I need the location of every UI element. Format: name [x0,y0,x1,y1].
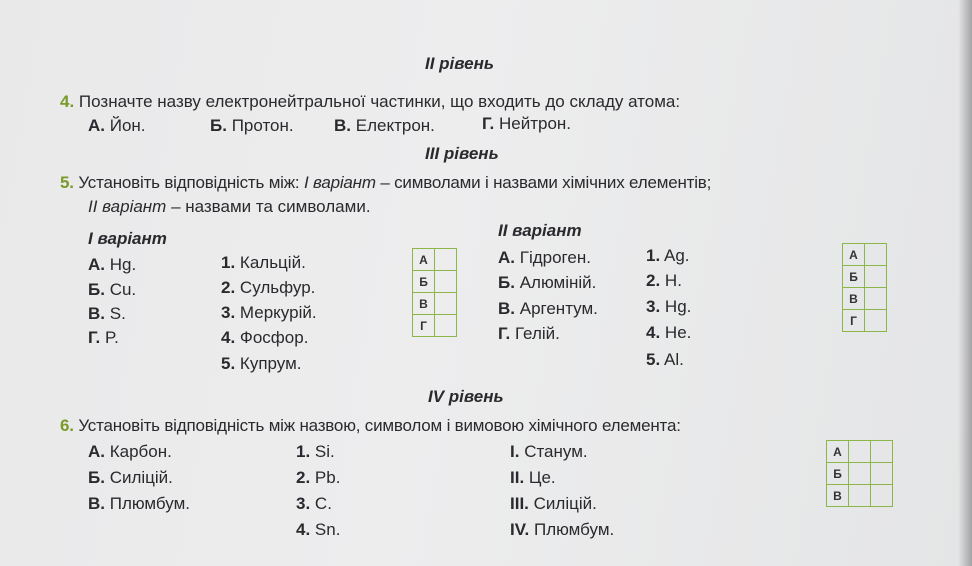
v2-left-d: Г. Гелій. [498,324,560,343]
q6-pron-4: IV. Плюмбум. [510,520,615,539]
variant-1-title: I варіант [88,229,167,248]
grid-label: Б [827,463,849,485]
level-4-heading: IV рівень [428,387,504,406]
grid-label: В [413,293,435,315]
variant-2-title: II варіант [498,221,582,240]
v2-left-b: Б. Алюміній. [498,273,597,292]
v1-right-2: 2. Сульфур. [221,278,316,297]
v1-left-d: Г. P. [88,328,119,347]
v1-left-c: В. S. [88,304,126,323]
v2-right-5: 5. Al. [646,350,684,369]
grid-label: А [413,249,435,271]
grid-label: В [827,485,849,507]
q4-option-b: Б. Протон. [210,116,294,135]
answer-grid-q6 [826,440,893,507]
v2-left-a: А. Гідроген. [498,248,591,267]
question-number: 4. [60,92,75,111]
q4-option-d: Г. Нейтрон. [482,114,572,133]
v2-right-4: 4. He. [646,323,692,342]
answer-grid-variant-2 [842,243,887,332]
grid-label: В [843,288,865,310]
question-4 [60,92,680,112]
v1-right-5: 5. Купрум. [221,354,302,373]
answer-cell[interactable] [871,485,893,507]
answer-cell[interactable] [865,310,887,332]
question-6: 6. Установіть відповідність між назвою, символом і вимовою хімічного елемента: [60,416,681,435]
grid-label: Б [843,266,865,288]
answer-cell[interactable] [435,293,457,315]
q4-option-c: В. Електрон. [334,116,435,135]
v1-right-3: 3. Меркурій. [221,303,317,322]
level-2-heading: II рівень [425,54,494,73]
q6-symbol-2: 2. Pb. [296,468,341,487]
grid-label: Г [843,310,865,332]
q4-option-a: А. Йон. [88,116,146,135]
answer-cell[interactable] [865,244,887,266]
q6-pron-2: II. Це. [510,468,556,487]
q6-pron-1: I. Станум. [510,442,588,461]
answer-cell[interactable] [871,463,893,485]
v2-right-1: 1. Ag. [646,246,690,265]
v1-left-a: А. Hg. [88,255,137,274]
v2-right-2: 2. H. [646,271,682,290]
q6-name-a: А. Карбон. [88,442,172,461]
question-5-cont: II варіант – назвами та символами. [88,197,371,216]
question-text: Позначте назву електронейтральної частинки, що входить до складу атома: [78,92,681,111]
grid-label: Б [413,271,435,293]
answer-grid-variant-1 [412,248,457,337]
answer-cell[interactable] [435,315,457,337]
q6-name-b: Б. Силіцій. [88,468,173,487]
answer-cell[interactable] [849,485,871,507]
question-5: 5. Установіть відповідність між: I варіант – символами і назвами хімічних елементів; [60,173,712,192]
q6-symbol-1: 1. Si. [296,442,335,461]
answer-cell[interactable] [435,249,457,271]
answer-cell[interactable] [865,288,887,310]
level-3-heading: III рівень [425,144,499,163]
page-edge-shadow [958,0,972,566]
v1-right-1: 1. Кальцій. [221,253,306,272]
answer-cell[interactable] [871,441,893,463]
answer-cell[interactable] [849,441,871,463]
q6-name-c: В. Плюмбум. [88,494,191,513]
answer-cell[interactable] [865,266,887,288]
q6-symbol-4: 4. Sn. [296,520,341,539]
v1-left-b: Б. Cu. [88,280,137,299]
answer-cell[interactable] [849,463,871,485]
v1-right-4: 4. Фосфор. [221,328,309,347]
q6-pron-3: III. Силіцій. [510,494,597,513]
grid-label: Г [413,315,435,337]
q6-symbol-3: 3. C. [296,494,332,513]
v2-right-3: 3. Hg. [646,297,692,316]
answer-cell[interactable] [435,271,457,293]
v2-left-c: В. Аргентум. [498,299,598,318]
grid-label: А [843,244,865,266]
grid-label: А [827,441,849,463]
